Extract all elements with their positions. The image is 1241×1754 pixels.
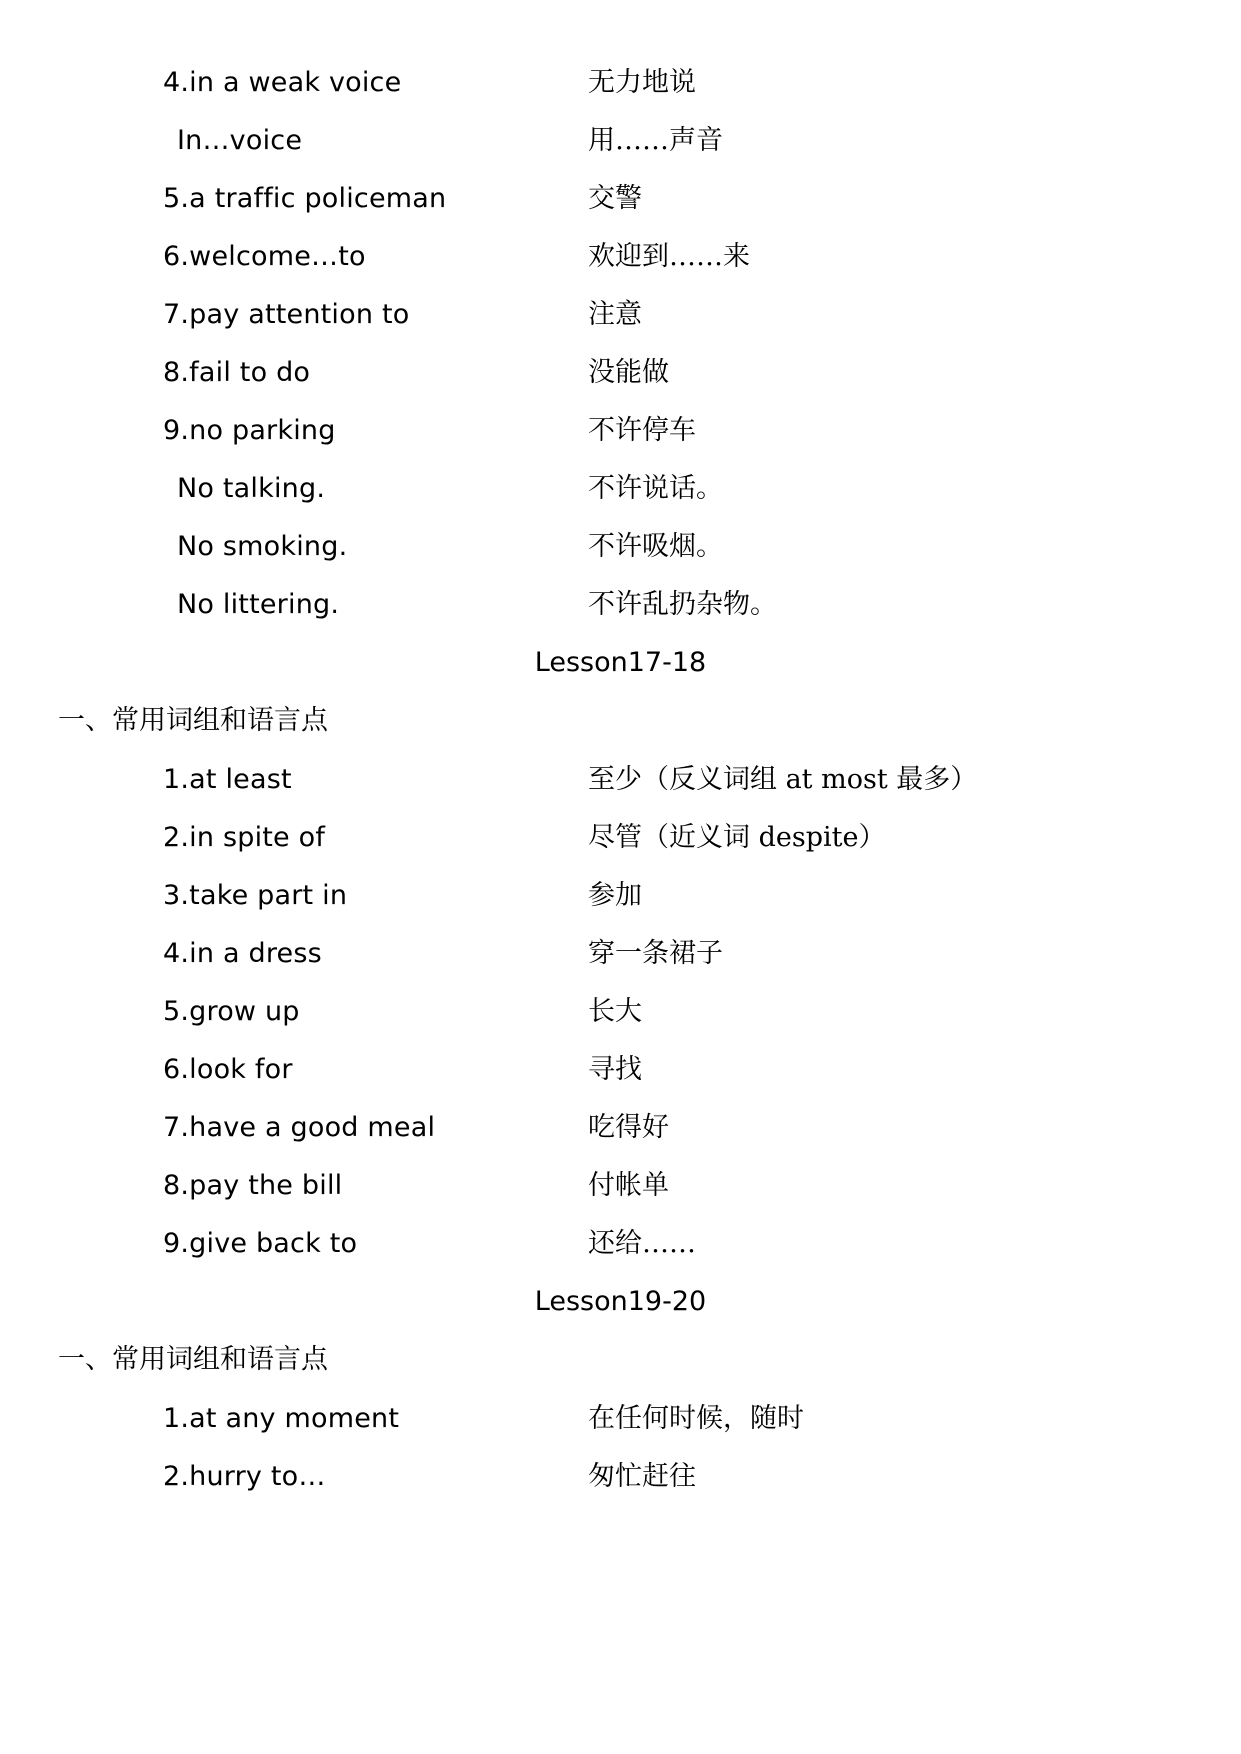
section-heading: 一、常用词组和语言点 (58, 705, 328, 736)
phrase-row (0, 232, 1241, 282)
phrase-chinese: 注意 (588, 299, 642, 330)
phrase-row (0, 348, 1241, 398)
phrase-chinese: 没能做 (588, 357, 669, 388)
phrase-row (0, 1219, 1241, 1269)
phrase-english: 9.give back to (163, 1228, 358, 1259)
phrase-chinese: 匆忙赶往 (588, 1461, 696, 1492)
phrase-english: 2.hurry to… (163, 1461, 326, 1492)
phrase-english: 5.a traffic policeman (163, 183, 447, 214)
phrase-row (0, 522, 1241, 572)
phrase-english: 6.look for (163, 1054, 293, 1085)
lesson-title: Lesson17-18 (534, 647, 707, 678)
phrase-row (0, 116, 1241, 166)
phrase-row (0, 290, 1241, 340)
phrase-row (0, 813, 1241, 863)
phrase-row (0, 1161, 1241, 1211)
phrase-english: 1.at any moment (163, 1403, 400, 1434)
phrase-chinese: 至少（反义词组 at most 最多） (588, 764, 978, 795)
phrase-english: 5.grow up (163, 996, 300, 1027)
phrase-row (0, 580, 1241, 630)
section-heading: 一、常用词组和语言点 (58, 1344, 328, 1375)
phrase-row (0, 929, 1241, 979)
phrase-chinese: 不许说话。 (588, 473, 723, 504)
phrase-row (0, 406, 1241, 456)
phrase-english: 4.in a dress (163, 938, 322, 969)
phrase-chinese: 用……声音 (588, 125, 723, 156)
phrase-row (0, 1394, 1241, 1444)
phrase-row (0, 1103, 1241, 1153)
phrase-english: 4.in a weak voice (163, 67, 402, 98)
phrase-chinese: 吃得好 (588, 1112, 669, 1143)
phrase-row (0, 464, 1241, 514)
phrase-chinese: 参加 (588, 880, 642, 911)
phrase-chinese: 还给…… (588, 1228, 696, 1259)
phrase-english: No talking. (177, 473, 326, 504)
phrase-chinese: 交警 (588, 183, 642, 214)
phrase-english: 9.no parking (163, 415, 336, 446)
phrase-english: In…voice (177, 125, 303, 156)
phrase-chinese: 寻找 (588, 1054, 642, 1085)
phrase-row (0, 174, 1241, 224)
phrase-row (0, 871, 1241, 921)
phrase-chinese: 在任何时候，随时 (588, 1403, 804, 1434)
phrase-english: No littering. (177, 589, 340, 620)
phrase-english: 6.welcome…to (163, 241, 366, 272)
phrase-chinese: 欢迎到……来 (588, 241, 750, 272)
phrase-english: 2.in spite of (163, 822, 326, 853)
phrase-english: 8.fail to do (163, 357, 311, 388)
phrase-english: 3.take part in (163, 880, 348, 911)
phrase-english: 8.pay the bill (163, 1170, 343, 1201)
phrase-chinese: 付帐单 (588, 1170, 669, 1201)
phrase-chinese: 穿一条裙子 (588, 938, 723, 969)
phrase-english: 7.pay attention to (163, 299, 410, 330)
phrase-chinese: 无力地说 (588, 67, 696, 98)
phrase-row (0, 987, 1241, 1037)
phrase-english: 1.at least (163, 764, 292, 795)
phrase-row (0, 755, 1241, 805)
phrase-chinese: 长大 (588, 996, 642, 1027)
phrase-chinese: 不许吸烟。 (588, 531, 723, 562)
phrase-row (0, 1452, 1241, 1502)
phrase-chinese: 不许乱扔杂物。 (588, 589, 777, 620)
phrase-english: 7.have a good meal (163, 1112, 436, 1143)
phrase-row (0, 1045, 1241, 1095)
phrase-chinese: 不许停车 (588, 415, 696, 446)
lesson-title: Lesson19-20 (534, 1286, 707, 1317)
phrase-chinese: 尽管（近义词 despite） (588, 822, 886, 853)
phrase-row (0, 58, 1241, 108)
phrase-english: No smoking. (177, 531, 348, 562)
